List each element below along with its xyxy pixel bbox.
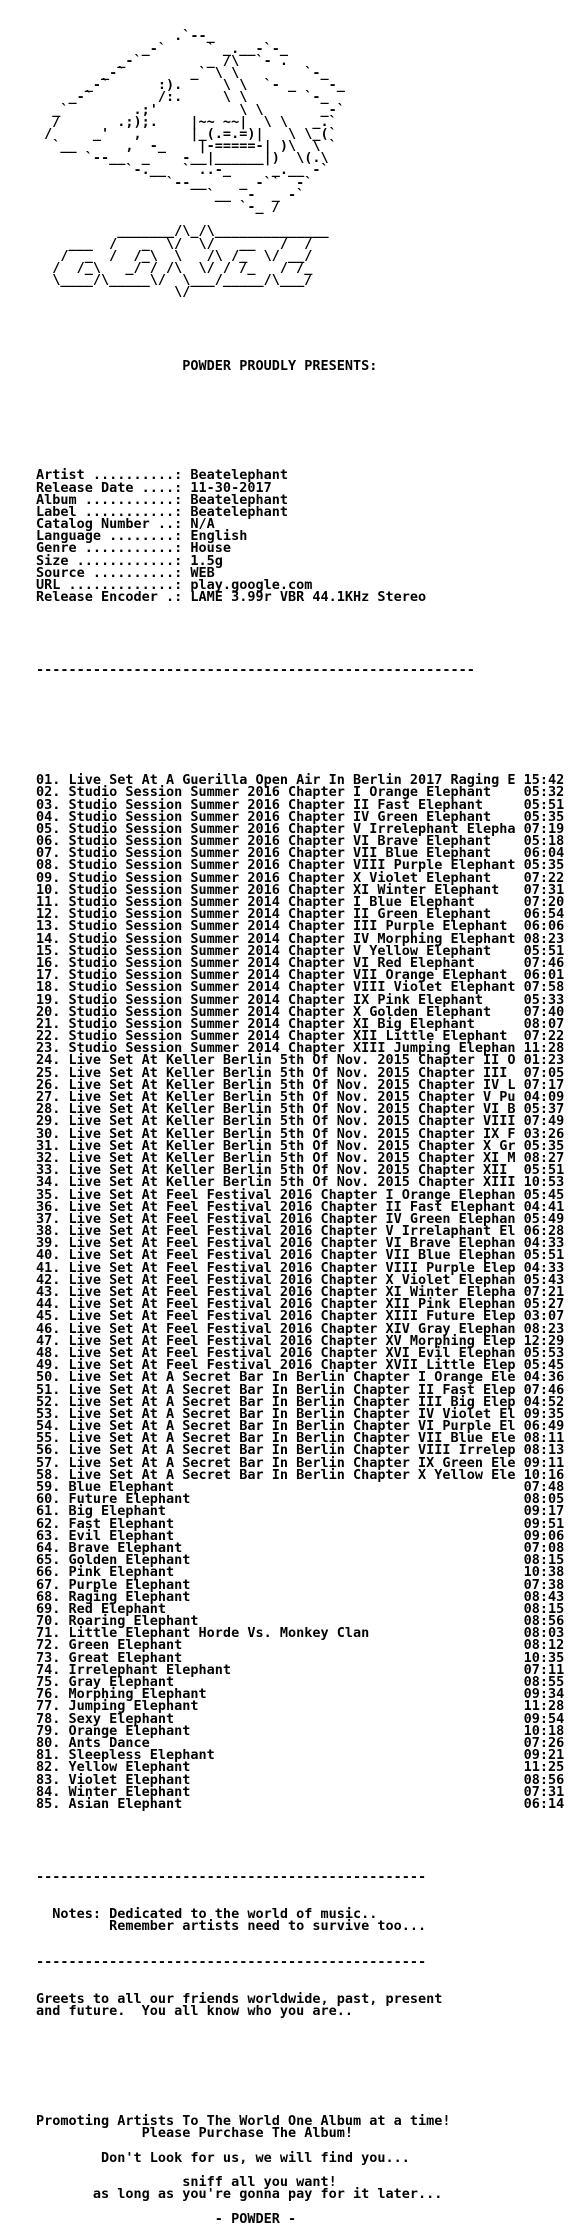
track-row: 11. Studio Session Summer 2014 Chapter I Blue Elephant 07:20 [36,894,565,911]
track-row: 17. Studio Session Summer 2014 Chapter VII Orange Elephant 06:01 [36,967,565,984]
info-line: Genre ...........: House [36,540,232,557]
track-row: 61. Big Elephant 09:17 [36,1503,565,1520]
track-row: 31. Live Set At Keller Berlin 5th Of Nov. 2015 Chapter X Gr 05:35 [36,1137,565,1154]
track-row: 18. Studio Session Summer 2014 Chapter VIII Violet Elephant 07:58 [36,979,565,996]
info-line: Catalog Number ..: N/A [36,516,215,533]
track-row: 72. Green Elephant 08:12 [36,1637,565,1654]
greets-line: and future. You all know who you are.. [36,2003,353,2020]
track-row: 84. Winter Elephant 07:31 [36,1783,565,1800]
track-row: 03. Studio Session Summer 2016 Chapter II Fast Elephant 05:51 [36,796,565,813]
track-row: 68. Raging Elephant 08:43 [36,1588,565,1605]
track-row: 21. Studio Session Summer 2014 Chapter XI Big Elephant 08:07 [36,1015,565,1032]
notes-line: Notes: Dedicated to the world of music.. [36,1905,378,1922]
release-info [36,467,568,606]
track-row: 25. Live Set At Keller Berlin 5th Of Nov. 2015 Chapter III 07:05 [36,1064,565,1081]
ascii-art-line: `--__ _ -__|______|) \(.\ [36,150,337,167]
track-row: 10. Studio Session Summer 2016 Chapter XI Winter Elephant 07:31 [36,881,565,898]
track-row: 16. Studio Session Summer 2014 Chapter VI Red Elephant 07:46 [36,954,565,971]
track-row: 40. Live Set At Feel Festival 2016 Chapter VII Blue Elephan 05:51 [36,1247,565,1264]
track-row: 58. Live Set At A Secret Bar In Berlin Chapter X Yellow Ele 10:16 [36,1466,565,1483]
ascii-art-line: _-` _ /\ `- . [36,52,353,69]
notes-separator-top: ------------------------------------------------ [36,1869,427,1886]
track-row: 75. Gray Elephant 08:55 [36,1674,565,1691]
track-row: 13. Studio Session Summer 2014 Chapter III Purple Elephant 06:06 [36,918,565,935]
ascii-art-line: _-` /:. \ \ `-_ [36,89,337,106]
presents-heading: POWDER PROUDLY PRESENTS: [36,357,378,374]
track-row: 80. Ants Dance 07:26 [36,1734,565,1751]
track-row: 01. Live Set At A Guerilla Open Air In Berlin 2017 Raging E 15:42 [36,772,565,789]
info-line: Source ..........: WEB [36,564,215,581]
track-row: 41. Live Set At Feel Festival 2016 Chapter VIII Purple Elep 04:33 [36,1259,565,1276]
track-row: 15. Studio Session Summer 2014 Chapter V Yellow Elephant 05:51 [36,942,565,959]
track-row: 35. Live Set At Feel Festival 2016 Chapter I Orange Elephan 05:45 [36,1186,565,1203]
track-row: 85. Asian Elephant 06:14 [36,1795,565,1812]
track-row: 39. Live Set At Feel Festival 2016 Chapter VI Brave Elephan 04:33 [36,1235,565,1252]
notes-separator-bottom: ------------------------------------------------ [36,1954,427,1971]
track-row: 50. Live Set At A Secret Bar In Berlin Chapter I Orange Ele 04:36 [36,1369,565,1386]
track-row: 77. Jumping Elephant 11:28 [36,1698,565,1715]
greets-block [36,1991,568,2020]
ascii-art-line: `-_ / [36,199,329,216]
track-row: 09. Studio Session Summer 2016 Chapter X Violet Elephant 07:22 [36,869,565,886]
track-row: 78. Sexy Elephant 09:54 [36,1710,565,1727]
track-row: 79. Orange Elephant 10:18 [36,1722,565,1739]
track-row: 47. Live Set At Feel Festival 2016 Chapter XV Morphing Elep 12:29 [36,1332,565,1349]
track-row: 59. Blue Elephant 07:48 [36,1479,565,1496]
track-row: 27. Live Set At Keller Berlin 5th Of Nov. 2015 Chapter V Pu 04:09 [36,1089,565,1106]
track-row: 66. Pink Elephant 10:38 [36,1564,565,1581]
closing-line [36,2139,568,2151]
ascii-art-line: / .;);. |~~ ~~| \ \ _.` [36,113,337,130]
track-row: 46. Live Set At Feel Festival 2016 Chapter XIV Gray Elephan 08:23 [36,1320,565,1337]
track-row: 82. Yellow Elephant 11:25 [36,1759,565,1776]
track-row: 53. Live Set At A Secret Bar In Berlin Chapter IV Violet El 09:35 [36,1405,565,1422]
track-row: 22. Studio Session Summer 2014 Chapter XII Little Elephant 07:22 [36,1028,565,1045]
closing-line: Don't Look for us, we will find you... [36,2149,410,2166]
tracklist [36,774,568,1810]
track-row: 60. Future Elephant 08:05 [36,1491,565,1508]
track-row: 48. Live Set At Feel Festival 2016 Chapter XVI Evil Elephan 05:53 [36,1344,565,1361]
ascii-art-line: _-` :). \ \ `- _ -_ [36,77,353,94]
info-line: URL .............: play.google.com [36,577,313,593]
track-row: 70. Roaring Elephant 08:56 [36,1613,565,1630]
track-row: 05. Studio Session Summer 2016 Chapter V Irrelephant Elepha 07:19 [36,820,565,837]
closing-block [36,2115,568,2225]
track-row: 34. Live Set At Keller Berlin 5th Of Nov. 2015 Chapter XIII 10:53 [36,1174,565,1191]
track-row: 49. Live Set At Feel Festival 2016 Chapter XVII Little Elep 05:45 [36,1357,565,1374]
track-row: 19. Studio Session Summer 2014 Chapter IX Pink Elephant 05:33 [36,991,565,1008]
track-row: 07. Studio Session Summer 2016 Chapter VII Blue Elephant 06:04 [36,845,565,862]
track-row: 14. Studio Session Summer 2014 Chapter IV Morphing Elephant 08:23 [36,930,565,947]
track-row: 33. Live Set At Keller Berlin 5th Of Nov. 2015 Chapter XII 05:51 [36,1162,565,1179]
track-row: 71. Little Elephant Horde Vs. Monkey Clan 08:03 [36,1625,565,1642]
ascii-art-line: \____/\_____\/ \___/_____/\___/ [36,272,321,289]
track-row: 63. Evil Elephant 09:06 [36,1527,565,1544]
ascii-art-line: _-` _` \ \ `-_ [36,64,353,81]
track-row: 45. Live Set At Feel Festival 2016 Chapter XIII Future Elep 03:07 [36,1308,565,1325]
ascii-art-line: _` .;' \ \ _-` [36,101,345,118]
track-row: 06. Studio Session Summer 2016 Chapter VI Brave Elephant 05:18 [36,833,565,850]
ascii-art-line: _-` ` _.__-`-_ [36,40,353,57]
track-row: 64. Brave Elephant 07:08 [36,1539,565,1556]
closing-line: - POWDER - [36,2210,297,2227]
track-row: 04. Studio Session Summer 2016 Chapter IV Green Elephant 05:35 [36,808,565,825]
ascii-art-line: _______/\_/\______________ [36,223,329,240]
closing-line: Please Purchase The Album! [36,2125,353,2142]
track-row: 51. Live Set At A Secret Bar In Berlin Chapter II Fast Elep 07:46 [36,1381,565,1398]
track-row: 28. Live Set At Keller Berlin 5th Of Nov. 2015 Chapter VI B 05:37 [36,1101,565,1118]
track-row: 29. Live Set At Keller Berlin 5th Of Nov. 2015 Chapter VIII 07:49 [36,1113,565,1130]
ascii-art-line: / _ / /_\ \ /\ /_ \/ __/ [36,247,329,264]
track-row: 37. Live Set At Feel Festival 2016 Chapter IV Green Elephan 05:49 [36,1210,565,1227]
ascii-art-line: / _' , |_(.=.=)| \ \_(` [36,125,337,142]
track-row: 44. Live Set At Feel Festival 2016 Chapter XII Pink Elephan 05:27 [36,1296,565,1313]
ascii-art-line: `-.__ ` ..-_ _.__ -` [36,162,329,179]
separator: ------------------------------------------------------ [36,662,475,679]
info-line: Artist ..........: Beatelephant [36,467,288,484]
info-line: Release Encoder .: LAME 3.99r VBR 44.1KHz Stereo [36,589,427,606]
track-row: 12. Studio Session Summer 2014 Chapter II Green Elephant 06:54 [36,906,565,923]
ascii-art-line: `--__ _ -`` -` [36,174,329,191]
track-row: 42. Live Set At Feel Festival 2016 Chapter X Violet Elephan 05:43 [36,1271,565,1288]
track-row: 55. Live Set At A Secret Bar In Berlin Chapter VII Blue Ele 08:11 [36,1430,565,1447]
info-line: Release Date ....: 11-30-2017 [36,479,272,496]
track-row: 43. Live Set At Feel Festival 2016 Chapter XI Winter Elepha 07:21 [36,1284,565,1301]
closing-line: Promoting Artists To The World One Album at a time! [36,2113,451,2130]
track-row: 52. Live Set At A Secret Bar In Berlin Chapter III Big Elep 04:52 [36,1393,565,1410]
track-row: 36. Live Set At Feel Festival 2016 Chapter II Fast Elephant 04:41 [36,1198,565,1215]
closing-line: as long as you're gonna pay for it later... [36,2186,443,2203]
track-row: 20. Studio Session Summer 2014 Chapter X Golden Elephant 07:40 [36,1003,565,1020]
ascii-art-line: ___ / _ \/ \/ __ / / [36,235,329,252]
ascii-logo [36,28,568,301]
track-row: 54. Live Set At A Secret Bar In Berlin Chapter VI Purple El 06:49 [36,1418,565,1435]
closing-line [36,2164,568,2176]
track-row: 24. Live Set At Keller Berlin 5th Of Nov. 2015 Chapter II O 01:23 [36,1052,565,1069]
track-row: 73. Great Elephant 10:35 [36,1649,565,1666]
track-row: 23. Studio Session Summer 2014 Chapter XIII Jumping Elephan 11:28 [36,1040,565,1057]
closing-line: sniff all you want! [36,2173,337,2190]
track-row: 30. Live Set At Keller Berlin 5th Of Nov. 2015 Chapter IX F 03:26 [36,1125,565,1142]
ascii-art-line: \/ [36,284,329,301]
track-row: 56. Live Set At A Secret Bar In Berlin Chapter VIII Irrelep 08:13 [36,1442,565,1459]
track-row: 62. Fast Elephant 09:51 [36,1515,565,1532]
notes-block [36,1905,568,1934]
info-line: Size ............: 1.5g [36,552,223,569]
track-row: 26. Live Set At Keller Berlin 5th Of Nov. 2015 Chapter IV L 07:17 [36,1076,565,1093]
track-row: 65. Golden Elephant 08:15 [36,1552,565,1569]
ascii-art-line: `__ , -_ |-=====-| )\ \ ` [36,138,337,155]
track-row: 83. Violet Elephant 08:56 [36,1771,565,1788]
ascii-art-line: / /_\ _/ / /\ \/ / /_ / /_ [36,259,321,276]
track-row: 69. Red Elephant 08:15 [36,1600,565,1617]
track-row: 32. Live Set At Keller Berlin 5th Of Nov. 2015 Chapter XI M 08:27 [36,1149,565,1166]
info-line: Album ...........: Beatelephant [36,491,288,508]
notes-line: Remember artists need to survive too... [36,1917,427,1934]
track-row: 38. Live Set At Feel Festival 2016 Chapter V Irrelaphant El 06:28 [36,1223,565,1240]
track-row: 08. Studio Session Summer 2016 Chapter VIII Purple Elephant 05:35 [36,857,565,874]
track-row: 67. Purple Elephant 07:38 [36,1576,565,1593]
ascii-art-line: `__ - _ -` [36,186,329,203]
track-row: 74. Irrelephant Elephant 07:11 [36,1661,565,1678]
track-row: 81. Sleepless Elephant 09:21 [36,1747,565,1764]
track-row: 76. Morphing Elephant 09:34 [36,1686,565,1703]
info-line: Label ...........: Beatelephant [36,503,288,520]
closing-line [36,2200,568,2212]
info-line: Language ........: English [36,528,248,545]
track-row: 57. Live Set At A Secret Bar In Berlin Chapter IX Green Ele 09:11 [36,1454,565,1471]
ascii-art-line: .`--_ [36,28,353,45]
greets-line: Greets to all our friends worldwide, past, present [36,1991,443,2008]
track-row: 02. Studio Session Summer 2016 Chapter I Orange Elephant 05:32 [36,784,565,801]
